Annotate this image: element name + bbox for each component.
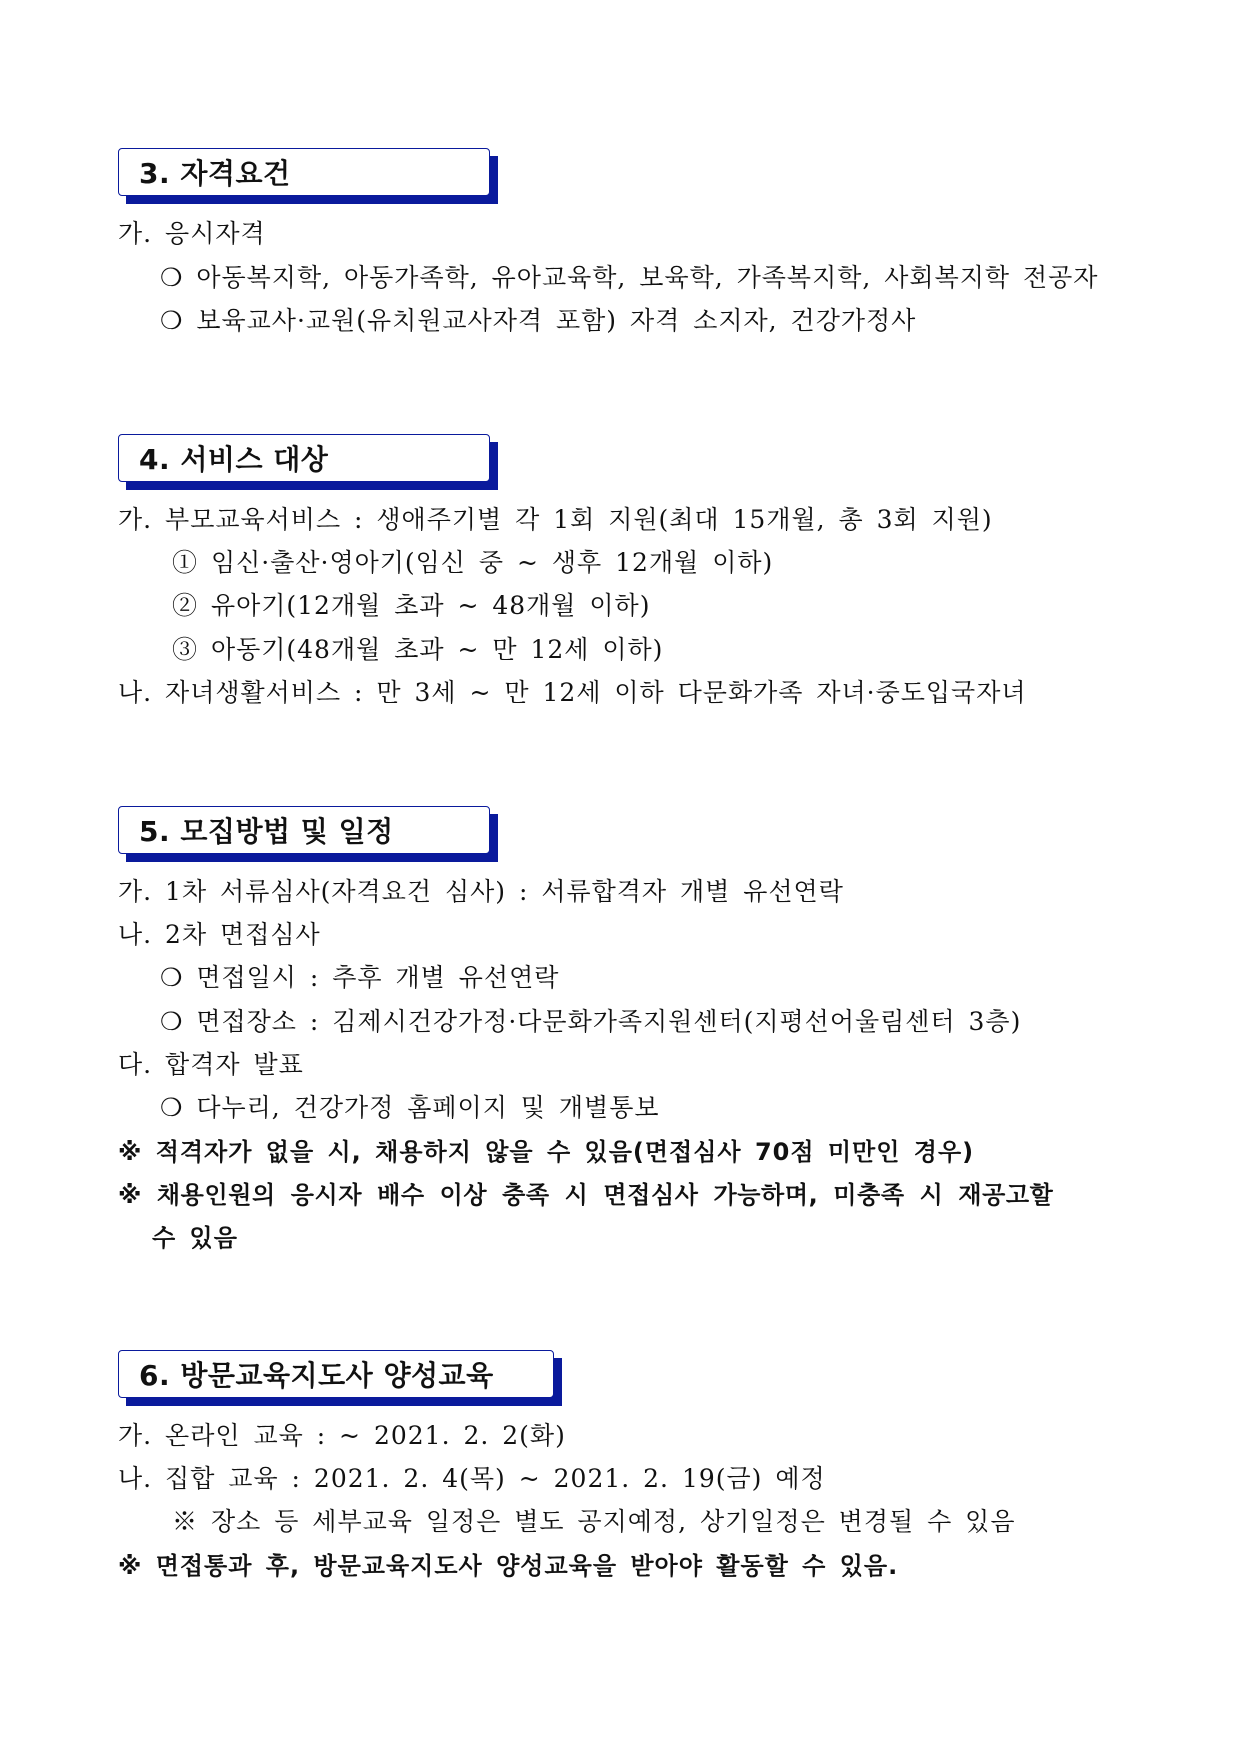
section-4-heading: [118, 434, 490, 482]
item-ga: 가. 온라인 교육 : ~ 2021. 2. 2(화): [118, 1421, 566, 1450]
section-title: 4. 서비스 대상: [118, 434, 490, 482]
numbered-item: ① 임신·출산·영아기(임신 중 ~ 생후 12개월 이하): [172, 548, 774, 577]
bullet-item: ❍ 보육교사·교원(유치원교사자격 포함) 자격 소지자, 건강가정사: [160, 306, 917, 335]
item-da: 다. 합격자 발표: [118, 1050, 304, 1079]
note: ※ 면접통과 후, 방문교육지도사 양성교육을 받아야 활동할 수 있음.: [118, 1552, 899, 1580]
item-ga: 가. 부모교육서비스 : 생애주기별 각 1회 지원(최대 15개월, 총 3회 지원): [118, 505, 993, 534]
note-continuation: 수 있음: [152, 1224, 238, 1252]
numbered-item: ③ 아동기(48개월 초과 ~ 만 12세 이하): [172, 635, 664, 664]
section-title: 6. 방문교육지도사 양성교육: [118, 1350, 554, 1398]
sub-note: ※ 장소 등 세부교육 일정은 별도 공지예정, 상기일정은 변경될 수 있음: [172, 1507, 1016, 1536]
note: ※ 채용인원의 응시자 배수 이상 충족 시 면접심사 가능하며, 미충족 시 재공고할: [118, 1181, 1054, 1209]
section-title: 3. 자격요건: [118, 148, 490, 196]
bullet-item: ❍ 면접장소 : 김제시건강가정·다문화가족지원센터(지평선어울림센터 3층): [160, 1007, 1022, 1036]
bullet-item: ❍ 아동복지학, 아동가족학, 유아교육학, 보육학, 가족복지학, 사회복지학 전공자: [160, 263, 1099, 292]
item-ga: 가. 1차 서류심사(자격요건 심사) : 서류합격자 개별 유선연락: [118, 877, 844, 906]
bullet-item: ❍ 면접일시 : 추후 개별 유선연락: [160, 963, 560, 992]
section-3-heading: [118, 148, 490, 196]
bullet-item: ❍ 다누리, 건강가정 홈페이지 및 개별통보: [160, 1093, 660, 1122]
numbered-item: ② 유아기(12개월 초과 ~ 48개월 이하): [172, 591, 651, 620]
item-ga: 가. 응시자격: [118, 219, 266, 248]
section-5-heading: [118, 806, 490, 854]
note: ※ 적격자가 없을 시, 채용하지 않을 수 있음(면접심사 70점 미만인 경우): [118, 1138, 975, 1166]
section-title: 5. 모집방법 및 일정: [118, 806, 490, 854]
item-na: 나. 2차 면접심사: [118, 920, 321, 949]
item-na: 나. 자녀생활서비스 : 만 3세 ~ 만 12세 이하 다문화가족 자녀·중도입국자녀: [118, 678, 1027, 707]
item-na: 나. 집합 교육 : 2021. 2. 4(목) ~ 2021. 2. 19(금) 예정: [118, 1464, 826, 1493]
section-6-heading: [118, 1350, 554, 1398]
